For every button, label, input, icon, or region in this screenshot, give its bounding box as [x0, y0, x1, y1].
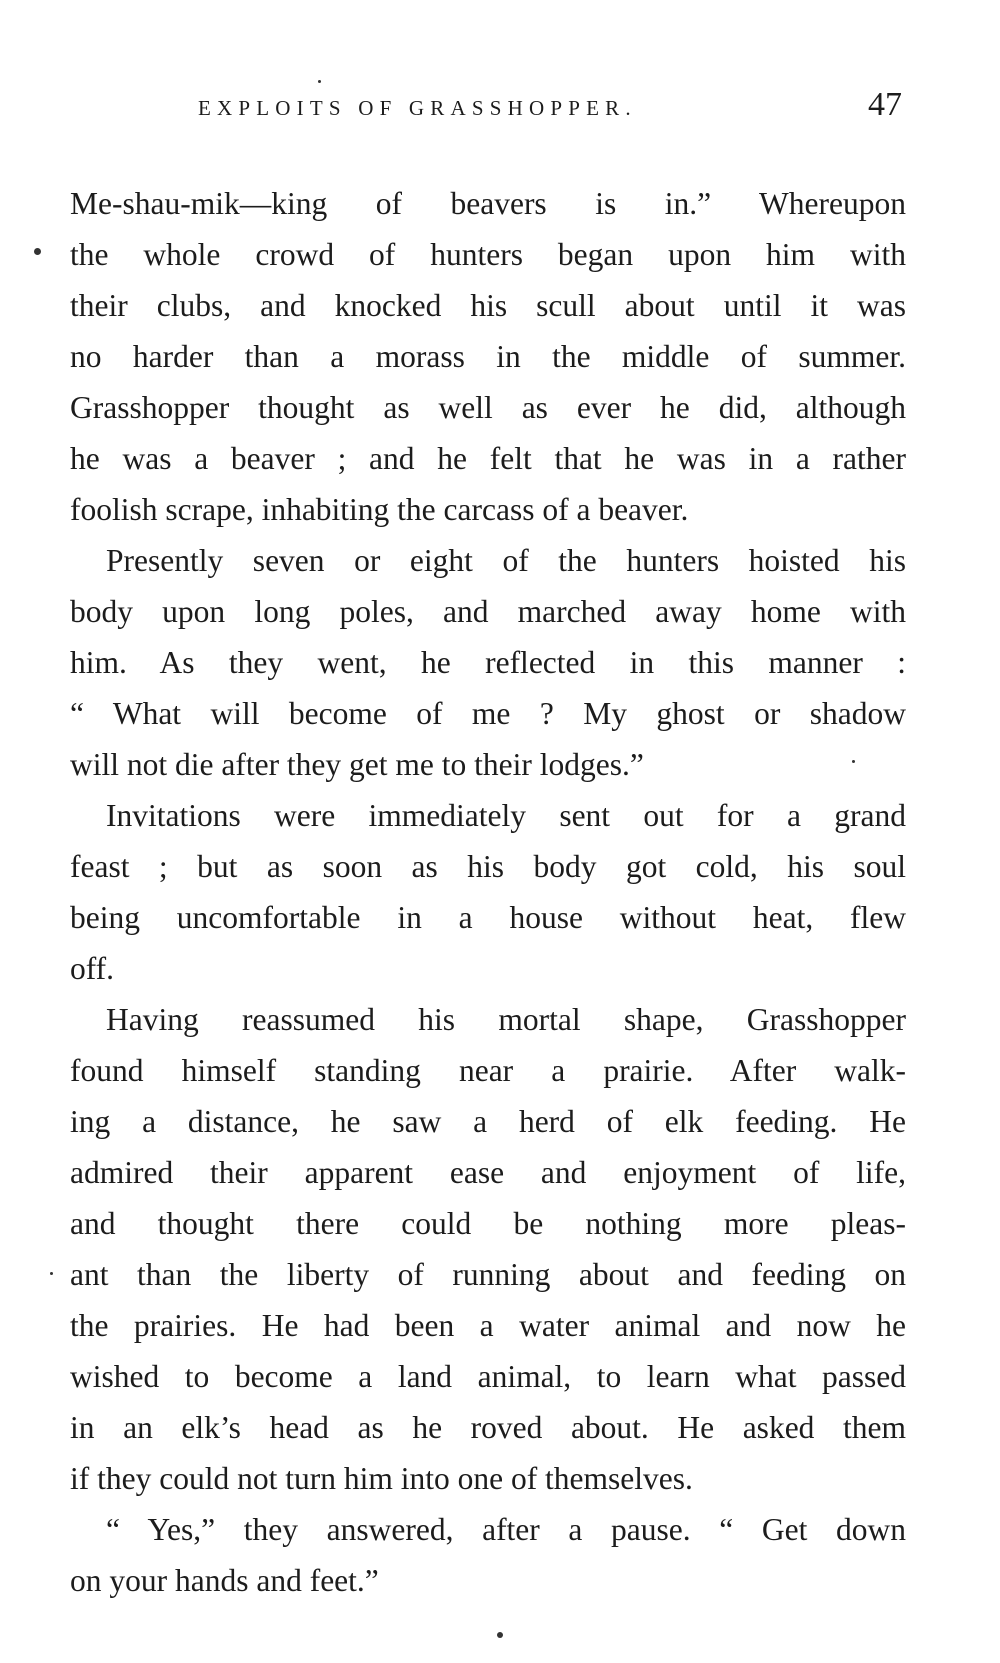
- text-line: Presently seven or eight of the hunters hoisted his: [106, 543, 906, 578]
- ink-speck: [318, 80, 321, 83]
- ink-speck: [34, 248, 41, 255]
- text-line: found himself standing near a prairie. After walk-: [70, 1053, 906, 1088]
- text-line: body upon long poles, and marched away home with: [70, 594, 906, 629]
- text-line: “ Yes,” they answered, after a pause. “ Get down: [106, 1512, 906, 1547]
- text-line: if they could not turn him into one of themselves.: [70, 1461, 693, 1496]
- text-line: he was a beaver ; and he felt that he was in a rather: [70, 441, 906, 476]
- text-line: him. As they went, he reflected in this manner :: [70, 645, 906, 680]
- ink-speck: [497, 1632, 503, 1638]
- page-number: 47: [868, 86, 902, 123]
- text-line: on your hands and feet.”: [70, 1563, 379, 1598]
- text-line: Invitations were immediately sent out for a grand: [106, 798, 906, 833]
- text-line: the prairies. He had been a water animal and now he: [70, 1308, 906, 1343]
- body-text: [70, 178, 906, 1606]
- text-line: will not die after they get me to their lodges.”: [70, 747, 644, 782]
- text-line: and thought there could be nothing more pleas-: [70, 1206, 906, 1241]
- text-line: no harder than a morass in the middle of summer.: [70, 339, 906, 374]
- text-line: ant than the liberty of running about and feeding on: [70, 1257, 906, 1292]
- text-line: wished to become a land animal, to learn what passed: [70, 1359, 906, 1394]
- text-line: Having reassumed his mortal shape, Grasshopper: [106, 1002, 906, 1037]
- text-line: admired their apparent ease and enjoyment of life,: [70, 1155, 906, 1190]
- text-line: Grasshopper thought as well as ever he did, although: [70, 390, 906, 425]
- text-line: their clubs, and knocked his scull about until it was: [70, 288, 906, 323]
- running-head: [0, 86, 1000, 136]
- text-line: the whole crowd of hunters began upon him with: [70, 237, 906, 272]
- text-line: ing a distance, he saw a herd of elk feeding. He: [70, 1104, 906, 1139]
- text-line: “ What will become of me ? My ghost or shadow: [70, 696, 906, 731]
- text-line: feast ; but as soon as his body got cold, his soul: [70, 849, 906, 884]
- ink-speck: [852, 760, 855, 763]
- text-line: in an elk’s head as he roved about. He asked them: [70, 1410, 906, 1445]
- text-line: Me-shau-mik—king of beavers is in.” Whereupon: [70, 186, 906, 221]
- text-line: foolish scrape, inhabiting the carcass of a beaver.: [70, 492, 689, 527]
- running-title: EXPLOITS OF GRASSHOPPER.: [198, 96, 637, 120]
- text-line: being uncomfortable in a house without heat, flew: [70, 900, 906, 935]
- ink-speck: [50, 1272, 53, 1275]
- text-line: off.: [70, 951, 115, 986]
